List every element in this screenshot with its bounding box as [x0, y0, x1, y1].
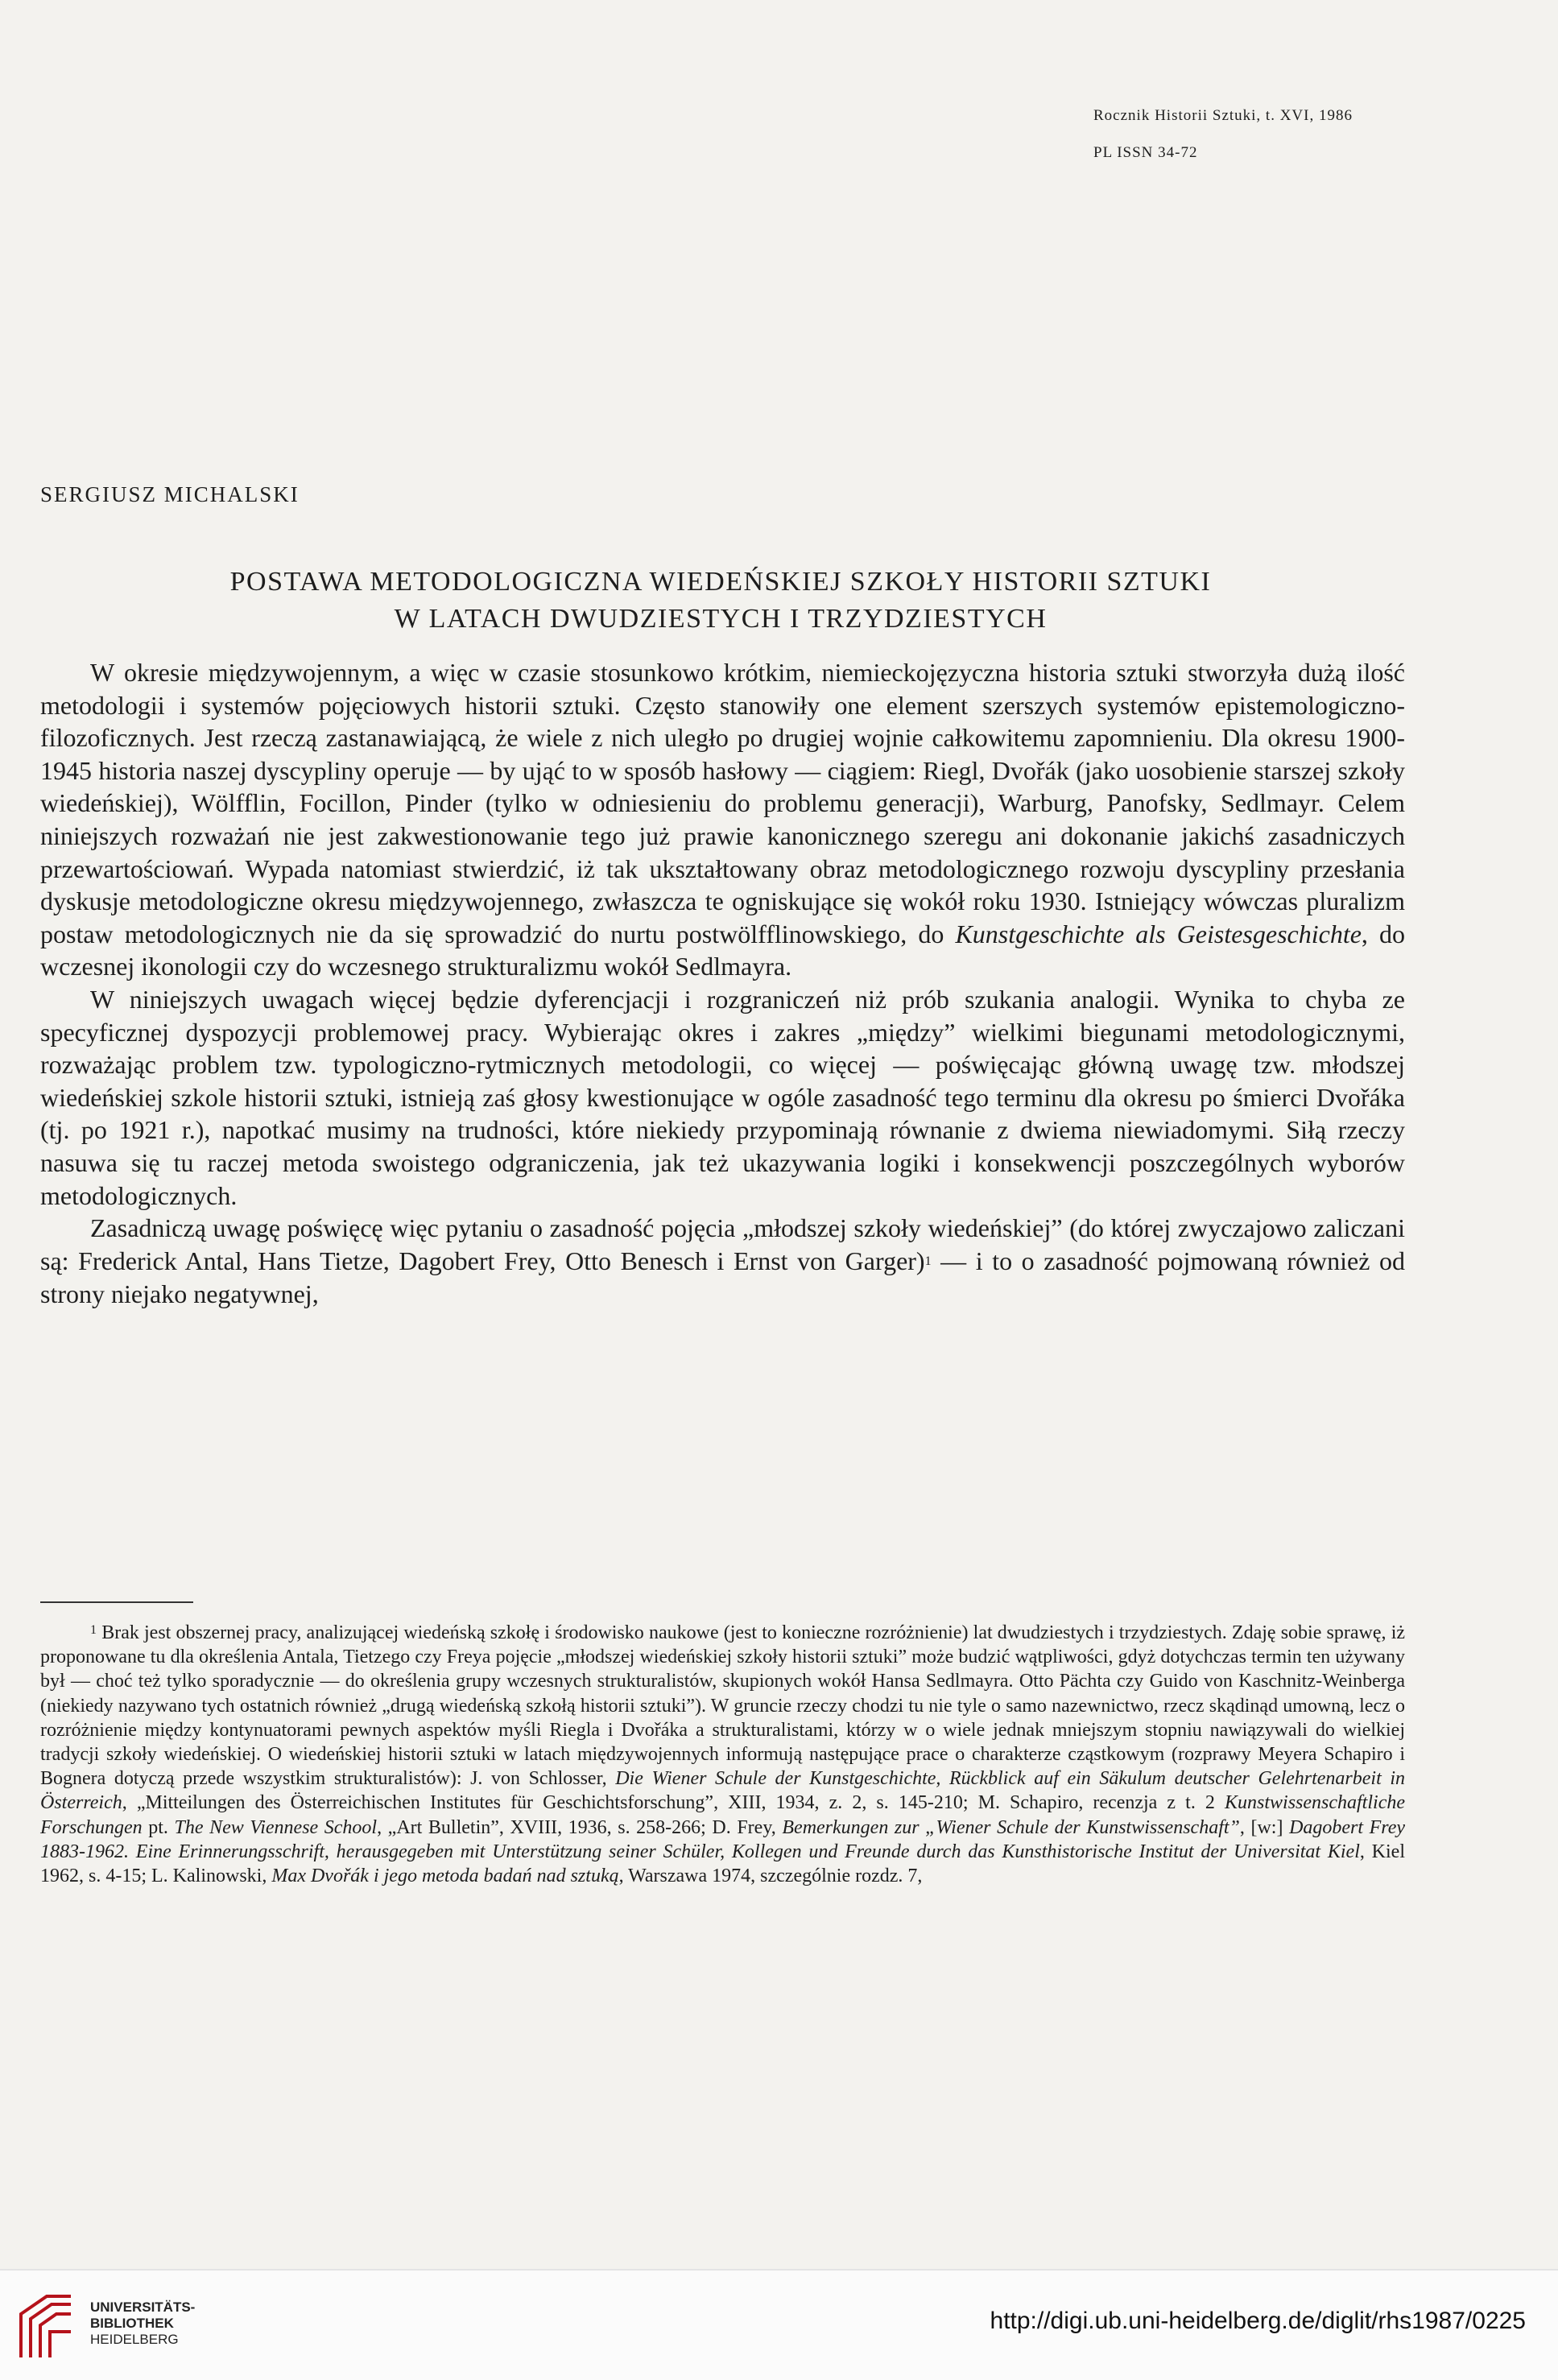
permalink-url[interactable]: http://digi.ub.uni-heidelberg.de/diglit/rhs1987/0225	[990, 2308, 1526, 2334]
paragraph-1-italic: Kunstgeschichte als Geistesgeschichte	[955, 919, 1362, 948]
footnote-italic: Kunstwissenschaftliche Forschungen	[40, 1792, 1405, 1838]
footnote-text: Brak jest obszernej pracy, analizującej wiedeńską szkołę i środowisko naukowe (jest to konieczne rozróżnienie) lat dwudziestych i trzydziestych. Zdaję sobie sprawę, iż proponowane tu dla określenia Antala, Tietzego czy Freya pojęcie „młodszej wiedeńskiej szkoły historii sztuki” może budzić wątpliwości, gdyż dotychczas termin ten używany był — choć też tylko sporadycznie — do określenia grupy wczesnych strukturalistów, skupionych wokół Hansa Sedlmayra. Otto Pächta czy Guido von Kaschnitz-Weinberga (niekiedy nazywano tych ostatnich również „drugą wiedeńską szkołą historii sztuki”). W gruncie rzeczy chodzi tu nie tyle o samo nazewnictwo, rzecz skądinąd umowną, lecz o rozróżnienie między kontynuatorami pewnych aspektów myśli Riegla i Dvořáka a strukturalistami, którzy w o wiele jednak mniejszym stopniu nawiązywali do wielkiej tradycji szkoły wiedeńskiej. O wiedeńskiej historii sztuki w latach międzywojennych informują następujące prace o charakterze cząstkowym (rozprawy Meyera Schapiro i Bognera dotyczą przede wszystkim strukturalistów): J. von Schlosser,	[40, 1622, 1406, 1790]
library-name-line-1: UNIVERSITÄTS-	[90, 2299, 196, 2315]
footnotes	[40, 1618, 1405, 1888]
paragraph-1-end: , do wczesnej ikonologii czy do wczesnego strukturalizmu wokół Sedlmayra.	[40, 919, 1405, 981]
author-name: SERGIUSZ MICHALSKI	[40, 482, 300, 506]
paragraph-1-text: W okresie międzywojennym, a więc w czasie stosunkowo krótkim, niemieckojęzyczna historia sztuki stworzyła dużą ilość metodologii i systemów pojęciowych historii sztuki. Często stanowiły one element szerszych systemów epistemologiczno-filozoficznych. Jest rzeczą zastanawiającą, że wiele z nich uległo po drugiej wojnie całkowitemu zapomnieniu. Dla okresu 1900-1945 historia naszej dyscypliny operuje — by ująć to w sposób hasłowy — ciągiem: Riegl, Dvořák (jako uosobienie starszej szkoły wiedeńskiej), Wölfflin, Focillon, Pinder (tylko w odniesieniu do problemu generacji), Warburg, Panofsky, Sedlmayr. Celem niniejszych rozważań nie jest zakwestionowanie tego już prawie kanonicznego szeregu ani dokonanie jakichś zasadniczych przewartościowań. Wypada natomiast stwierdzić, iż tak ukształtowany obraz metodologicznego rozwoju dyscypliny przesłania dyskusje metodologiczne okresu międzywojennego, zwłaszcza te ogniskujące się wokół roku 1930. Istniejący wówczas pluralizm postaw metodologicznych nie da się sprowadzić do nurtu postwölfflinowskiego, do	[40, 658, 1405, 948]
digitization-footer	[0, 2269, 1558, 2380]
issn-line: PL ISSN 34-72	[1093, 144, 1198, 161]
library-name-line-3: HEIDELBERG	[90, 2332, 179, 2347]
paragraph-3-text: Zasadniczą uwagę poświęcę więc pytaniu o zasadność pojęcia „młodszej szkoły wiedeńskiej” (do której zwyczajowo zaliczani są: Frederick Antal, Hans Tietze, Dagobert Frey, Otto Benesch i Ernst von Garger)	[40, 1213, 1405, 1275]
footnote-italic: Max Dvořák i jego metoda badań nad sztuką	[271, 1866, 619, 1887]
paragraph-1	[40, 656, 1405, 983]
article-title-line-2: W LATACH DWUDZIESTYCH I TRZYDZIESTYCH	[394, 604, 1048, 634]
footnote-italic: Bemerkungen zur „Wiener Schule der Kunstwissenschaft”	[782, 1816, 1240, 1838]
footnote-1	[40, 1618, 1405, 1888]
footnote-text: , „Art Bulletin”, XVIII, 1936, s. 258-266; D. Frey,	[377, 1816, 776, 1838]
article-body	[40, 656, 1405, 1311]
article-title-line-1: POSTAWA METODOLOGICZNA WIEDEŃSKIEJ SZKOŁY HISTORII SZTUKI	[229, 567, 1212, 597]
library-name-line-2: BIBLIOTHEK	[90, 2316, 174, 2331]
paragraph-3-end: — i to o zasadność pojmowaną również od strony niejako negatywnej,	[40, 1246, 1406, 1309]
footnote-text: , [w:]	[1239, 1816, 1283, 1838]
paragraph-2: W niniejszych uwagach więcej będzie dyferencjacji i rozgraniczeń niż prób szukania analogii. Wynika to chyba ze specyficznej dyspozycji problemowej pracy. Wybierając okres i zakres „między” wielkimi biegunami metodologicznymi, rozważając problem tzw. typologiczno-rytmicznych metodologii, co więcej — poświęcając główną uwagę tzw. młodszej wiedeńskiej szkole historii sztuki, istnieją zaś głosy kwestionujące w ogóle zasadność tego terminu dla okresu po śmierci Dvořáka (tj. po 1921 r.), napotkać musimy na trudności, które niekiedy przypominają równanie z dwiema niewiadomymi. Siłą rzeczy nasuwa się tu raczej metoda swoistego odgraniczenia, jak też ukazywania logiki i konsekwencji poszczególnych wyborów metodologicznych.	[40, 984, 1405, 1210]
footnote-divider	[40, 1601, 193, 1603]
library-name	[90, 2299, 195, 2348]
footnote-text: , Warszawa 1974, szczególnie rozdz. 7,	[618, 1866, 923, 1887]
footnote-text: , Kiel 1962, s. 4-15; L. Kalinowski,	[40, 1841, 1406, 1887]
footnote-text: , „Mitteilungen des Österreichischen Institutes für Geschichtsforschung”, XIII, 1934, z. 2, s. 145-210; M. Schapiro, recenzja z t. 2	[122, 1792, 1215, 1814]
paragraph-3	[40, 1212, 1405, 1311]
footnote-number: 1	[90, 1623, 97, 1637]
footnote-text: pt.	[148, 1816, 168, 1838]
ub-heidelberg-logo-icon	[14, 2290, 77, 2362]
footnote-reference: 1	[924, 1254, 932, 1268]
footnote-italic: Dagobert Frey 1883-1962. Eine Erinnerungsschrift, herausgegeben mit Unterstützung seiner Schüler, Kollegen und Freunde durch das Kunsthistorische Institut der Universitat Kiel	[40, 1816, 1406, 1862]
journal-citation: Rocznik Historii Sztuki, t. XVI, 1986	[1093, 107, 1353, 124]
footnote-italic: Die Wiener Schule der Kunstgeschichte, Rückblick auf ein Säkulum deutscher Gelehrtenarbeit in Österreich	[40, 1768, 1405, 1814]
footnote-italic: The New Viennese School	[174, 1816, 378, 1838]
